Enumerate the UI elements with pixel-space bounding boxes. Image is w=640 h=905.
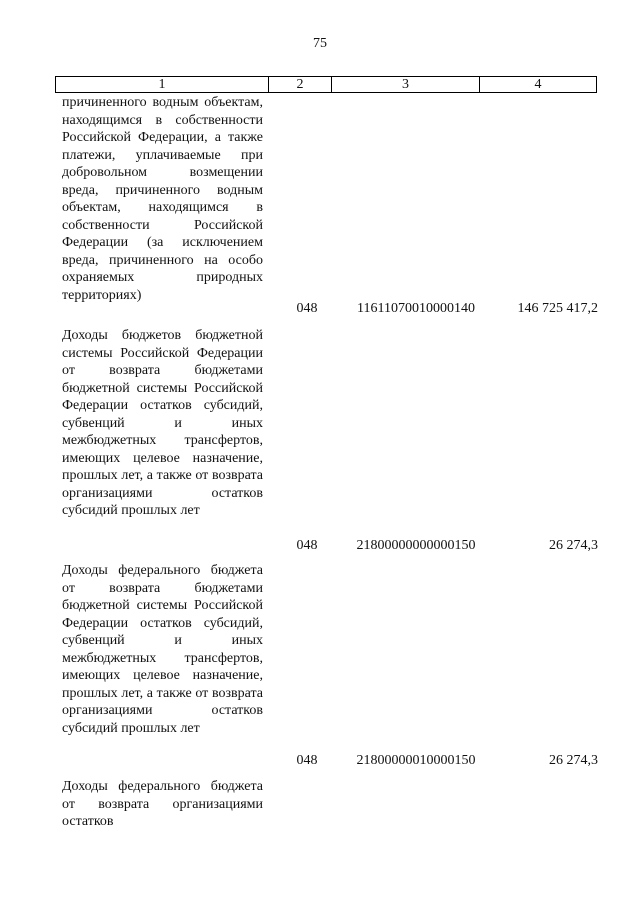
row-amount: 26 274,3 (549, 538, 598, 553)
row-admin-code: 048 (296, 538, 318, 553)
table-row (62, 778, 602, 838)
row-budget-code: 11611070010000140 (357, 301, 475, 316)
row-description: Доходы бюджетов бюджетной системы Российской Федерации от возврата бюджетами бюджетной системы Российской Федерации остатков субсидий, субвенций и иных межбюджетных трансфертов, имеющих целевое назначение, прошлых лет, а также от возврата организациями остатков субсидий прошлых лет (62, 328, 263, 518)
row-budget-code: 21800000000000150 (356, 538, 476, 553)
header-col-3: 3 (332, 77, 480, 92)
table-row (62, 562, 602, 772)
row-amount: 26 274,3 (549, 753, 598, 768)
row-admin-code: 048 (296, 753, 318, 768)
row-amount: 146 725 417,2 (517, 301, 598, 316)
row-description: Доходы федерального бюджета от возврата бюджетами бюджетной системы Российской Федерации остатков субсидий, субвенций и иных межбюджетных трансфертов, имеющих целевое назначение, прошлых лет, а также от возврата организациями остатков субсидий прошлых лет (62, 563, 263, 736)
table-row (62, 94, 602, 324)
row-description: Доходы федерального бюджета от возврата организациями остатков (62, 779, 263, 829)
row-description: причиненного водным объектам, находящимся в собственности Российской Федерации, а также платежи, уплачиваемые при добровольном возмещении вреда, причиненного водным объектам, находящимся в собственности Российской Федерации (за исключением вреда, причиненного на особо охраняемых природных территориях) (62, 95, 263, 303)
row-admin-code: 048 (296, 301, 318, 316)
header-col-4: 4 (534, 77, 542, 92)
table-header (55, 76, 597, 93)
header-col-2: 2 (269, 77, 332, 92)
row-budget-code: 21800000010000150 (356, 753, 476, 768)
header-col-1: 1 (56, 77, 269, 92)
page-number: 75 (313, 36, 327, 51)
table-row (62, 327, 602, 552)
